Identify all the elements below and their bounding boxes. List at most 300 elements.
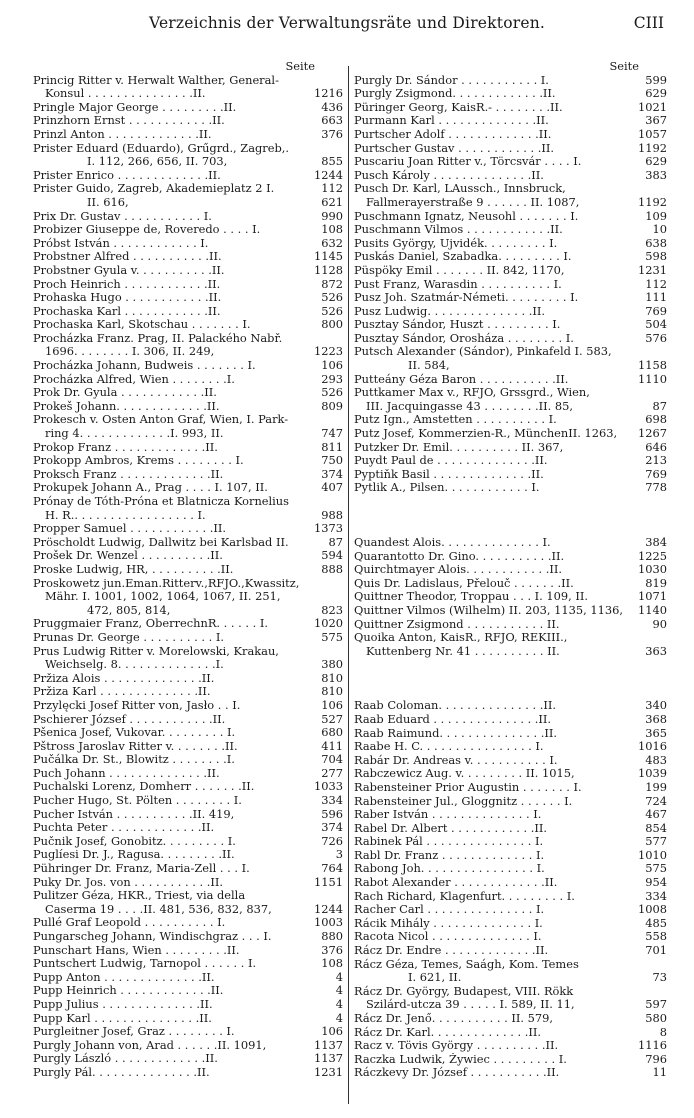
entry-page: 90 [652, 617, 667, 631]
index-entry [354, 441, 667, 455]
index-entry [354, 264, 667, 278]
entry-page: 380 [321, 658, 343, 672]
index-entry [354, 114, 667, 128]
index-entry [33, 318, 343, 332]
entry-text: Purgleitner Josef, Graz . . . . . . . . I. [33, 1025, 235, 1039]
index-entry [33, 332, 343, 346]
entry-text: Puscariu Joan Ritter v., Törcsvár . . . . I. [354, 155, 582, 169]
entry-page: 576 [645, 331, 667, 345]
entry-page: 213 [645, 454, 667, 468]
entry-text: Puschmann Ignatz, Neusohl . . . . . . . I. [354, 209, 579, 223]
entry-text: Prinzhorn Ernst . . . . . . . . . . . .II. [33, 114, 225, 128]
entry-page: 504 [645, 318, 667, 332]
entry-page: 1231 [314, 1065, 343, 1079]
entry-page: 4 [335, 1011, 343, 1025]
entry-text: Purgly Zsigmond. . . . . . . . . . . . .II. [354, 87, 556, 101]
entry-text: Rabensteiner Jul., Gloggnitz . . . . . . I. [354, 794, 573, 808]
index-entry [33, 672, 343, 686]
entry-text: Rabong Joh. . . . . . . . . . . . . . . . I. [354, 862, 545, 876]
entry-text: Puch Johann . . . . . . . . . . . . . .II. [33, 766, 220, 780]
entry-page: 3 [335, 848, 343, 862]
page-title: Verzeichnis der Verwaltungsräte und Direktoren. [148, 14, 546, 32]
entry-page: 629 [645, 87, 667, 101]
entry-text: Prister Guido, Zagreb, Akademieplatz 2 I. [33, 182, 275, 196]
index-entry [354, 944, 667, 958]
column-heading [354, 60, 667, 74]
index-entry [354, 876, 667, 890]
entry-page: 1039 [638, 767, 667, 781]
index-entry [33, 182, 343, 196]
index-entry [354, 713, 667, 727]
entry-page: 988 [321, 508, 343, 522]
entry-text: Pupp Karl . . . . . . . . . . . . . . .II. [33, 1011, 212, 1025]
index-entry [33, 685, 343, 699]
index-entry [354, 250, 667, 264]
entry-text: I. 112, 266, 656, II. 703, [87, 155, 228, 169]
entry-text: Prinzl Anton . . . . . . . . . . . . .II. [33, 127, 212, 141]
index-entry [354, 903, 667, 917]
entry-page: 750 [321, 454, 343, 468]
entry-text: Pržiza Karl . . . . . . . . . . . . . .II. [33, 685, 211, 699]
index-entry [354, 278, 667, 292]
entry-page: 855 [321, 155, 343, 169]
index-entry [33, 386, 343, 400]
entry-page: 108 [321, 957, 343, 971]
entry-text: Prokeš Johann. . . . . . . . . . . . .II. [33, 399, 220, 413]
entry-text: Pucher Hugo, St. Pölten . . . . . . . . I. [33, 794, 242, 808]
index-entry [354, 1012, 667, 1026]
entry-page: 1244 [314, 168, 343, 182]
entry-text: Rach Richard, Klagenfurt. . . . . . . . . I. [354, 889, 575, 903]
entry-page: 629 [645, 155, 667, 169]
entry-text: Probstner Alfred . . . . . . . . . . .II. [33, 250, 222, 264]
index-entry [354, 767, 667, 781]
entry-text: Pupp Heinrich . . . . . . . . . . . . .II. [33, 984, 224, 998]
entry-page: 1244 [314, 902, 343, 916]
index-entry [354, 291, 667, 305]
entry-text: Prónay de Tóth-Próna et Blatnicza Kornelius [33, 495, 289, 508]
entry-page: 340 [645, 699, 667, 713]
entry-text: Püspöky Emil . . . . . . . II. 842, 1170, [354, 263, 565, 277]
entry-text: Pusztay Sándor, Huszt . . . . . . . . . I. [354, 318, 561, 332]
entry-text: Purgly Dr. Sándor . . . . . . . . . . . I. [354, 73, 549, 87]
entry-page: 1140 [638, 603, 667, 617]
index-entry [33, 128, 343, 142]
index-entry [33, 726, 343, 740]
entry-text: Quis Dr. Ladislaus, Přelouč . . . . . . .II. [354, 576, 574, 590]
entry-page: 527 [321, 712, 343, 726]
entry-text: Raab Raimund. . . . . . . . . . . . . . .II. [354, 726, 557, 740]
index-entry [33, 767, 343, 781]
entry-text: Rabczewicz Aug. v. . . . . . . . . II. 1015, [354, 767, 575, 781]
entry-text: Pühringer Dr. Franz, Maria-Zell . . . I. [33, 862, 250, 876]
entry-page: 810 [321, 671, 343, 685]
entry-text: Pullé Graf Leopold . . . . . . . . . . I. [33, 916, 226, 930]
index-entry [33, 957, 343, 971]
index-entry [33, 699, 343, 713]
entry-text: Püringer Georg, KaisR.- . . . . . . . .II. [354, 100, 563, 114]
entry-text: Rabár Dr. Andreas v. . . . . . . . . . . I. [354, 753, 558, 767]
entry-page: 646 [645, 440, 667, 454]
index-entry [354, 618, 667, 632]
index-entry [33, 155, 343, 169]
entry-page: 293 [321, 372, 343, 386]
entry-page [315, 590, 343, 604]
entry-page: 1158 [638, 359, 667, 373]
entry-page: 819 [645, 576, 667, 590]
index-entry [33, 536, 343, 550]
index-entry [33, 481, 343, 495]
entry-text: Puglíesi Dr. J., Ragusa. . . . . . . . .II. [33, 848, 235, 862]
entry-page: 769 [645, 467, 667, 481]
entry-text: Pusch Dr. Karl, LAussch., Innsbruck, [354, 182, 566, 196]
entry-page [639, 182, 667, 196]
index-entry [33, 971, 343, 985]
index-entry [33, 291, 343, 305]
entry-text: Rabl Dr. Franz . . . . . . . . . . . . . I. [354, 848, 545, 862]
index-entry [354, 359, 667, 373]
entry-text: Puchalski Lorenz, Domherr . . . . . . .II. [33, 780, 255, 794]
index-entry [354, 795, 667, 809]
index-entry [33, 87, 343, 101]
entry-text: Weichselg. 8. . . . . . . . . . . . . .I. [45, 658, 224, 672]
entry-page: 4 [335, 984, 343, 998]
entry-page: 4 [335, 997, 343, 1011]
entry-page [315, 74, 343, 88]
entry-page: 726 [321, 834, 343, 848]
entry-page: 467 [645, 808, 667, 822]
entry-page: 724 [645, 794, 667, 808]
index-entry [354, 890, 667, 904]
index-entry [33, 821, 343, 835]
index-entry [33, 305, 343, 319]
entry-text: Putzker Dr. Emil. . . . . . . . . . II. 367, [354, 440, 564, 454]
index-entry [33, 808, 343, 822]
entry-page [639, 386, 667, 400]
entry-page: 383 [645, 168, 667, 182]
entry-page: 854 [645, 821, 667, 835]
index-entry [33, 400, 343, 414]
entry-page [315, 577, 343, 591]
entry-text: Putteány Géza Baron . . . . . . . . . . .II. [354, 372, 569, 386]
index-entry [33, 101, 343, 115]
entry-text: Proksch Franz . . . . . . . . . . . . .II. [33, 467, 224, 481]
entry-page: 1030 [638, 563, 667, 577]
index-entry [33, 413, 343, 427]
index-entry [354, 1039, 667, 1053]
entry-page [639, 631, 667, 645]
entry-text: Przylęcki Josef Ritter von, Jasło . . I. [33, 698, 241, 712]
entry-page: 1020 [314, 617, 343, 631]
entry-page: 1373 [314, 522, 343, 536]
index-entry [33, 74, 343, 88]
entry-text: Caserma 19 . . . .II. 481, 536, 832, 837, [45, 902, 272, 916]
entry-page: 112 [645, 277, 667, 291]
entry-page: 4 [335, 970, 343, 984]
entry-text: Puky Dr. Jos. von . . . . . . . . . . .II. [33, 875, 223, 889]
entry-text: Prokesch v. Osten Anton Graf, Wien, I. Park- [33, 413, 289, 427]
index-entry [33, 522, 343, 536]
index-entry [33, 862, 343, 876]
entry-text: Próbst István . . . . . . . . . . . . I. [33, 236, 209, 250]
entry-text: Prister Enrico . . . . . . . . . . . . .II. [33, 168, 221, 182]
entry-page: 594 [321, 549, 343, 563]
entry-page [315, 889, 343, 903]
entry-page: 809 [321, 399, 343, 413]
entry-page: 597 [645, 998, 667, 1012]
entry-page: 111 [645, 291, 667, 305]
entry-text: Prochaska Karl, Skotschau . . . . . . . I. [33, 318, 251, 332]
entry-text: Prokupek Johann A., Prag . . . . I. 107, II. [33, 481, 268, 495]
entry-text: Prokopp Ambros, Krems . . . . . . . . I. [33, 454, 244, 468]
entry-page: 1128 [314, 263, 343, 277]
index-entry [354, 958, 667, 972]
entry-page: 598 [645, 250, 667, 264]
entry-page [639, 60, 667, 74]
entry-text: Rácz Dr. Endre . . . . . . . . . . . . .II. [354, 944, 549, 958]
entry-text: Prok Dr. Gyula . . . . . . . . . . . .II. [33, 386, 217, 400]
entry-text: Purtscher Adolf . . . . . . . . . . . . .II. [354, 127, 552, 141]
entry-text: Quittner Vilmos (Wilhelm) II. 203, 1135, 1136, [354, 603, 623, 617]
entry-page: 1071 [638, 590, 667, 604]
entry-text: Proch Heinrich . . . . . . . . . . . .II. [33, 277, 221, 291]
index-entry [33, 1012, 343, 1026]
entry-text: Purmann Karl . . . . . . . . . . . . . .II. [354, 114, 549, 128]
entry-page: 108 [321, 223, 343, 237]
index-entry [33, 577, 343, 591]
entry-page [639, 345, 667, 359]
entry-text: Quirchtmayer Alois. . . . . . . . . . . .II. [354, 563, 563, 577]
entry-text: Princig Ritter v. Herwalt Walther, General- [33, 73, 279, 87]
entry-page [315, 142, 343, 156]
index-entry [354, 74, 667, 88]
index-entry [33, 509, 343, 523]
entry-text: Pungarscheg Johann, Windischgraz . . . I. [33, 930, 272, 943]
index-entry [354, 985, 667, 999]
entry-page: 599 [645, 73, 667, 87]
index-entry [354, 142, 667, 156]
index-entry [354, 971, 667, 985]
entry-text: Puntschert Ludwig, Tarnopol . . . . . . I. [33, 957, 257, 971]
entry-page: 954 [645, 876, 667, 890]
index-entry [354, 481, 667, 495]
index-entry [33, 1039, 343, 1053]
entry-text: Rácz Dr. Jenő. . . . . . . . . . . II. 579, [354, 1012, 553, 1025]
index-entry [33, 984, 343, 998]
entry-text: Mähr. I. 1001, 1002, 1064, 1067, II. 251, [45, 590, 281, 604]
entry-text: Pusztay Sándor, Orosháza . . . . . . . . I. [354, 331, 574, 345]
entry-text: Rabensteiner Prior Augustin . . . . . . . I. [354, 780, 582, 794]
entry-page: 1057 [638, 127, 667, 141]
index-entry [354, 345, 667, 359]
entry-text: Konsul . . . . . . . . . . . . . . .II. [45, 87, 206, 101]
entry-page [315, 332, 343, 346]
index-entry [354, 740, 667, 754]
entry-text: Pruggmaier Franz, OberrechnR. . . . . . I. [33, 617, 268, 631]
entry-page: 778 [645, 481, 667, 495]
index-entry [33, 835, 343, 849]
entry-text: Rácik Mihály . . . . . . . . . . . . . . I. [354, 916, 543, 930]
index-entry [354, 862, 667, 876]
entry-page: 106 [321, 698, 343, 712]
index-entry [33, 549, 343, 563]
entry-page: 11 [652, 1066, 667, 1080]
index-entry [33, 930, 343, 944]
entry-page: 199 [645, 780, 667, 794]
entry-text: Rácz Dr. Karl. . . . . . . . . . . . . .II. [354, 1025, 541, 1039]
entry-page [315, 495, 343, 509]
entry-page: 365 [645, 726, 667, 740]
entry-page: 680 [321, 726, 343, 740]
entry-page: 1137 [314, 1052, 343, 1066]
index-entry [354, 754, 667, 768]
entry-text: Procházka Alfred, Wien . . . . . . . .I. [33, 372, 235, 386]
entry-page: 796 [645, 1052, 667, 1066]
entry-page: 1151 [314, 875, 343, 889]
index-entry [33, 1025, 343, 1039]
entry-page: 575 [645, 862, 667, 876]
entry-page: 526 [321, 386, 343, 400]
entry-page: 698 [645, 413, 667, 427]
index-entry [33, 278, 343, 292]
entry-text: Rácz Dr. György, Budapest, VIII. Rökk [354, 984, 574, 998]
index-entry [33, 780, 343, 794]
entry-text: II. 584, [408, 359, 450, 373]
entry-text: Prokop Franz . . . . . . . . . . . . .II. [33, 440, 218, 454]
entry-page: 580 [645, 1012, 667, 1025]
entry-page: 769 [645, 304, 667, 318]
index-entry [33, 210, 343, 224]
entry-text: Prister Eduard (Eduardo), Grűgrd., Zagreb,. [33, 141, 290, 155]
entry-page: 87 [652, 399, 667, 413]
entry-page: 880 [321, 930, 343, 943]
entry-text: Pupp Julius . . . . . . . . . . . . . .II. [33, 997, 213, 1011]
entry-text: Puchta Peter . . . . . . . . . . . . .II. [33, 821, 215, 835]
index-entry [33, 454, 343, 468]
entry-text: Prochaska Karl . . . . . . . . . . . .II. [33, 304, 221, 318]
index-entry [354, 550, 667, 564]
index-entry [33, 359, 343, 373]
entry-text: Pucher István . . . . . . . . . . .II. 419, [33, 807, 235, 821]
index-entry [354, 563, 667, 577]
entry-text: Pulitzer Géza, HKR., Triest, via della [33, 889, 246, 903]
entry-page: 888 [321, 562, 343, 576]
page-number: CIII [633, 14, 664, 32]
entry-page: 663 [321, 114, 343, 128]
entry-page: 764 [321, 862, 343, 876]
entry-text: Puskás Daniel, Szabadka. . . . . . . . . I. [354, 250, 572, 264]
entry-page: 1110 [638, 372, 667, 386]
index-entry [33, 903, 343, 917]
index-entry [33, 944, 343, 958]
index-entry [33, 468, 343, 482]
entry-text: Rabot Alexander . . . . . . . . . . . . .II. [354, 876, 558, 890]
entry-text: Quandest Alois. . . . . . . . . . . . . . I. [354, 536, 551, 549]
entry-page: 367 [645, 114, 667, 128]
entry-page: 73 [652, 971, 667, 985]
entry-text: Putsch Alexander (Sándor), Pinkafeld I. 583, [354, 345, 612, 359]
entry-text: Probizer Giuseppe de, Roveredo . . . . I. [33, 223, 261, 237]
entry-page: 407 [321, 481, 343, 495]
entry-text: Quoika Anton, KaisR., RFJO, REKIII., [354, 631, 568, 645]
entry-text: Purgly László . . . . . . . . . . . . .II. [33, 1052, 218, 1066]
index-entry [354, 536, 667, 550]
entry-text: Purgly Pál. . . . . . . . . . . . . . .II. [33, 1065, 210, 1079]
entry-page: 1003 [314, 916, 343, 930]
entry-page [639, 985, 667, 999]
entry-text: Purgly Johann von, Arad . . . . . .II. 1091, [33, 1038, 267, 1052]
entry-page: 411 [321, 739, 343, 753]
entry-text: Prus Ludwig Ritter v. Morelowski, Krakau, [33, 644, 279, 658]
index-entry [354, 781, 667, 795]
entry-text: 472, 805, 814, [87, 603, 171, 617]
entry-text: II. 616, [87, 195, 129, 209]
entry-text: Raab Eduard . . . . . . . . . . . . . . .II. [354, 712, 552, 726]
entry-text: III. Jacquingasse 43 . . . . . . . .II. 85, [366, 399, 574, 413]
index-entry [354, 1066, 667, 1080]
entry-text: Kuttenberg Nr. 41 . . . . . . . . . . II. [366, 644, 560, 658]
entry-page: 87 [328, 535, 343, 549]
index-entry [354, 699, 667, 713]
index-entry [33, 1066, 343, 1080]
entry-text: Putz Josef, Kommerzien-R., MünchenII. 1263, [354, 427, 618, 441]
entry-page: 558 [645, 930, 667, 944]
entry-text: Quittner Zsigmond . . . . . . . . . . . II. [354, 617, 560, 631]
index-entry [354, 386, 667, 400]
entry-page: 483 [645, 753, 667, 767]
entry-page: 10 [652, 223, 667, 237]
entry-text: Pusch Károly . . . . . . . . . . . . . .II. [354, 168, 544, 182]
entry-page: 1016 [638, 740, 667, 754]
entry-page: 384 [645, 536, 667, 549]
entry-page: 701 [645, 944, 667, 958]
entry-text: Raabe H. C. . . . . . . . . . . . . . . . I. [354, 740, 544, 754]
entry-page: 1216 [314, 87, 343, 101]
index-entry [33, 237, 343, 251]
seite-label: Seite [285, 60, 315, 73]
entry-text: Procházka Franz. Prag, II. Palackého Nabř. [33, 331, 283, 345]
entry-text: ring 4. . . . . . . . . . . . .I. 993, II. [45, 427, 224, 441]
entry-text: Pržiza Alois . . . . . . . . . . . . . .II. [33, 671, 215, 685]
entry-page: 1137 [314, 1038, 343, 1052]
index-entry [33, 848, 343, 862]
entry-page: 526 [321, 291, 343, 305]
entry-page: 334 [321, 794, 343, 808]
entry-page: 1223 [314, 345, 343, 359]
entry-text: Prohaska Hugo . . . . . . . . . . . .II. [33, 291, 222, 305]
section-gap [354, 495, 667, 536]
index-entry [354, 332, 667, 346]
index-entry [354, 223, 667, 237]
index-entry [354, 182, 667, 196]
entry-page: 363 [645, 644, 667, 658]
entry-text: Pytlik A., Pilsen. . . . . . . . . . . . I. [354, 481, 540, 495]
index-entry [33, 753, 343, 767]
index-entry [354, 631, 667, 645]
entry-page: 485 [645, 916, 667, 930]
index-entry [33, 916, 343, 930]
entry-page: 1225 [638, 549, 667, 563]
index-entry [354, 849, 667, 863]
entry-text: Racota Nicol . . . . . . . . . . . . . . I. [354, 930, 542, 944]
entry-page: 1021 [638, 100, 667, 114]
index-entry [354, 590, 667, 604]
entry-text: Pupp Anton . . . . . . . . . . . . . .II. [33, 970, 215, 984]
index-entry [354, 577, 667, 591]
index-entry [354, 998, 667, 1012]
index-entry [33, 196, 343, 210]
entry-page: 106 [321, 1025, 343, 1039]
